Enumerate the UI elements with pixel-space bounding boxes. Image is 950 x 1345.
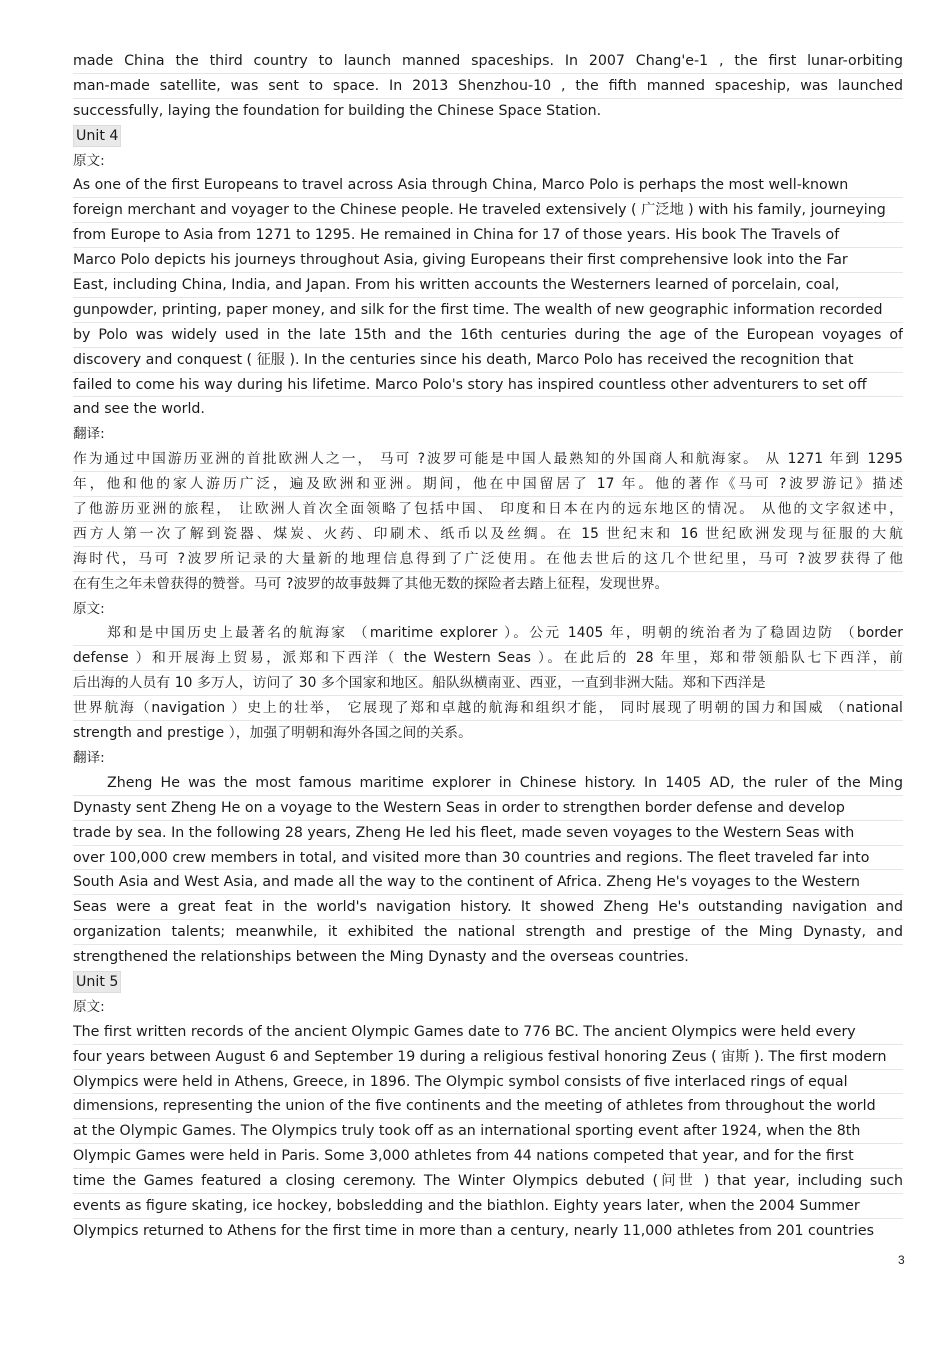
text-line: 世界航海（navigation ）史上的壮举， 它展现了郑和卓越的航海和组织才能， 同时展现了明朝的国力和国威 （national — [73, 696, 903, 721]
source-label: 原文: — [73, 152, 105, 169]
translation-label: 翻译: — [73, 426, 105, 443]
text-line: Seas were a great feat in the world's navigation history. It showed Zheng He's outstanding navigation and — [73, 895, 903, 920]
text-line: Zheng He was the most famous maritime explorer in Chinese history. In 1405 AD, the ruler of the Ming — [73, 771, 903, 796]
text-line: 郑和是中国历史上最著名的航海家 （maritime explorer ）。公元 1405 年，明朝的统治者为了稳固边防 （border — [73, 621, 903, 646]
text-line: South Asia and West Asia, and made all the way to the continent of Africa. Zheng He's voyages to the Western — [73, 870, 903, 895]
text-line: man-made satellite, was sent to space. In 2013 Shenzhou-10 , the fifth manned spaceship, was launched — [73, 74, 903, 99]
unit-4-source-paragraph — [73, 173, 903, 422]
text-line: As one of the first Europeans to travel across Asia through China, Marco Polo is perhaps the most well-known — [73, 173, 903, 198]
text-line: from Europe to Asia from 1271 to 1295. He remained in China for 17 of those years. His book The Travels of — [73, 223, 903, 248]
text-line: and see the world. — [73, 401, 205, 418]
source-label: 原文: — [73, 600, 105, 617]
text-line: gunpowder, printing, paper money, and silk for the first time. The wealth of new geographic information recorded — [73, 298, 903, 323]
text-line: 西方人第一次了解到瓷器、煤炭、火药、印刷术、纸币以及丝绸。在 15 世纪末和 16 世纪欧洲发现与征服的大航 — [73, 522, 903, 547]
zheng-he-translation-paragraph — [73, 771, 903, 970]
text-line: 了他游历亚洲的旅程， 让欧洲人首次全面领略了包括中国、 印度和日本在内的远东地区的情况。 从他的文字叙述中， — [73, 497, 903, 522]
text-line: Marco Polo depicts his journeys throughout Asia, giving Europeans their first comprehensive look into the Far — [73, 248, 903, 273]
text-line: strengthened the relationships between the Ming Dynasty and the overseas countries. — [73, 949, 689, 966]
source-label: 原文: — [73, 998, 105, 1015]
unit-5-source-paragraph — [73, 1020, 903, 1244]
text-line: The first written records of the ancient Olympic Games date to 776 BC. The ancient Olympics were held every — [73, 1020, 903, 1045]
unit-5-heading — [73, 970, 903, 995]
text-line: over 100,000 crew members in total, and visited more than 30 countries and regions. The fleet traveled far into — [73, 846, 903, 871]
text-line: Olympics returned to Athens for the first time in more than a century, nearly 11,000 athletes from 201 countries — [73, 1222, 874, 1239]
text-line: events as figure skating, ice hockey, bobsledding and the biathlon. Eighty years later, when the 2004 Summer — [73, 1194, 903, 1219]
text-line: 作为通过中国游历亚洲的首批欧洲人之一， 马可 ?波罗可能是中国人最熟知的外国商人和航海家。 从 1271 年到 1295 — [73, 447, 903, 472]
document-page — [73, 49, 903, 1244]
text-line: failed to come his way during his lifetime. Marco Polo's story has inspired countless other adventurers to set off — [73, 373, 903, 398]
text-line: Olympics were held in Athens, Greece, in 1896. The Olympic symbol consists of five interlaced rings of equal — [73, 1070, 903, 1095]
text-line: made China the third country to launch manned spaceships. In 2007 Chang'e-1 , the first lunar-orbiting — [73, 49, 903, 74]
intro-paragraph — [73, 49, 903, 124]
text-line: four years between August 6 and September 19 during a religious festival honoring Zeus ( 宙斯 ). The first modern — [73, 1045, 903, 1070]
text-line: 年，他和他的家人游历广泛，遍及欧洲和亚洲。期间，他在中国留居了 17 年。他的著作《马可 ?波罗游记》描述 — [73, 472, 903, 497]
text-line: by Polo was widely used in the late 15th and the 16th centuries during the age of the European voyages of — [73, 323, 903, 348]
text-line: Dynasty sent Zheng He on a voyage to the Western Seas in order to strengthen border defense and develop — [73, 796, 903, 821]
text-line: foreign merchant and voyager to the Chinese people. He traveled extensively ( 广泛地 ) with his family, journeying — [73, 198, 903, 223]
text-line: discovery and conquest ( 征服 ). In the centuries since his death, Marco Polo has received the recognition that — [73, 348, 903, 373]
translation-label: 翻译: — [73, 749, 105, 766]
text-line: Olympic Games were held in Paris. Some 3,000 athletes from 44 nations competed that year, and for the first — [73, 1144, 903, 1169]
text-line: successfully, laying the foundation for building the Chinese Space Station. — [73, 102, 602, 119]
zheng-he-source-paragraph — [73, 621, 903, 745]
unit-4-translation-paragraph — [73, 447, 903, 596]
text-line: time the Games featured a closing ceremony. The Winter Olympics debuted (问世 ) that year, including such — [73, 1169, 903, 1194]
text-line: at the Olympic Games. The Olympics truly took off as an international sporting event after 1924, when the 8th — [73, 1119, 903, 1144]
text-line: East, including China, India, and Japan. From his written accounts the Westerners learned of porcelain, coal, — [73, 273, 903, 298]
page-number: 3 — [898, 1253, 905, 1267]
text-line: 在有生之年未曾获得的赞誉。马可 ?波罗的故事鼓舞了其他无数的探险者去踏上征程，发现世界。 — [73, 575, 669, 592]
unit-title: Unit 4 — [73, 125, 121, 147]
unit-title: Unit 5 — [73, 971, 121, 993]
text-line: trade by sea. In the following 28 years, Zheng He led his fleet, made seven voyages to the Western Seas with — [73, 821, 903, 846]
unit-4-heading — [73, 124, 903, 149]
text-line: organization talents; meanwhile, it exhibited the national strength and prestige of the Ming Dynasty, and — [73, 920, 903, 945]
text-line: defense ）和开展海上贸易，派郑和下西洋（ the Western Seas ）。在此后的 28 年里，郑和带领船队七下西洋，前 — [73, 646, 903, 671]
text-line: strength and prestige ），加强了明朝和海外各国之间的关系。 — [73, 725, 472, 742]
text-line: 后出海的人员有 10 多万人，访问了 30 多个国家和地区。船队纵横南亚、西亚，一直到非洲大陆。郑和下西洋是 — [73, 671, 903, 696]
text-line: dimensions, representing the union of the five continents and the meeting of athletes from throughout the world — [73, 1094, 903, 1119]
text-line: 海时代，马可 ?波罗所记录的大量新的地理信息得到了广泛使用。在他去世后的这几个世纪里，马可 ?波罗获得了他 — [73, 547, 903, 572]
